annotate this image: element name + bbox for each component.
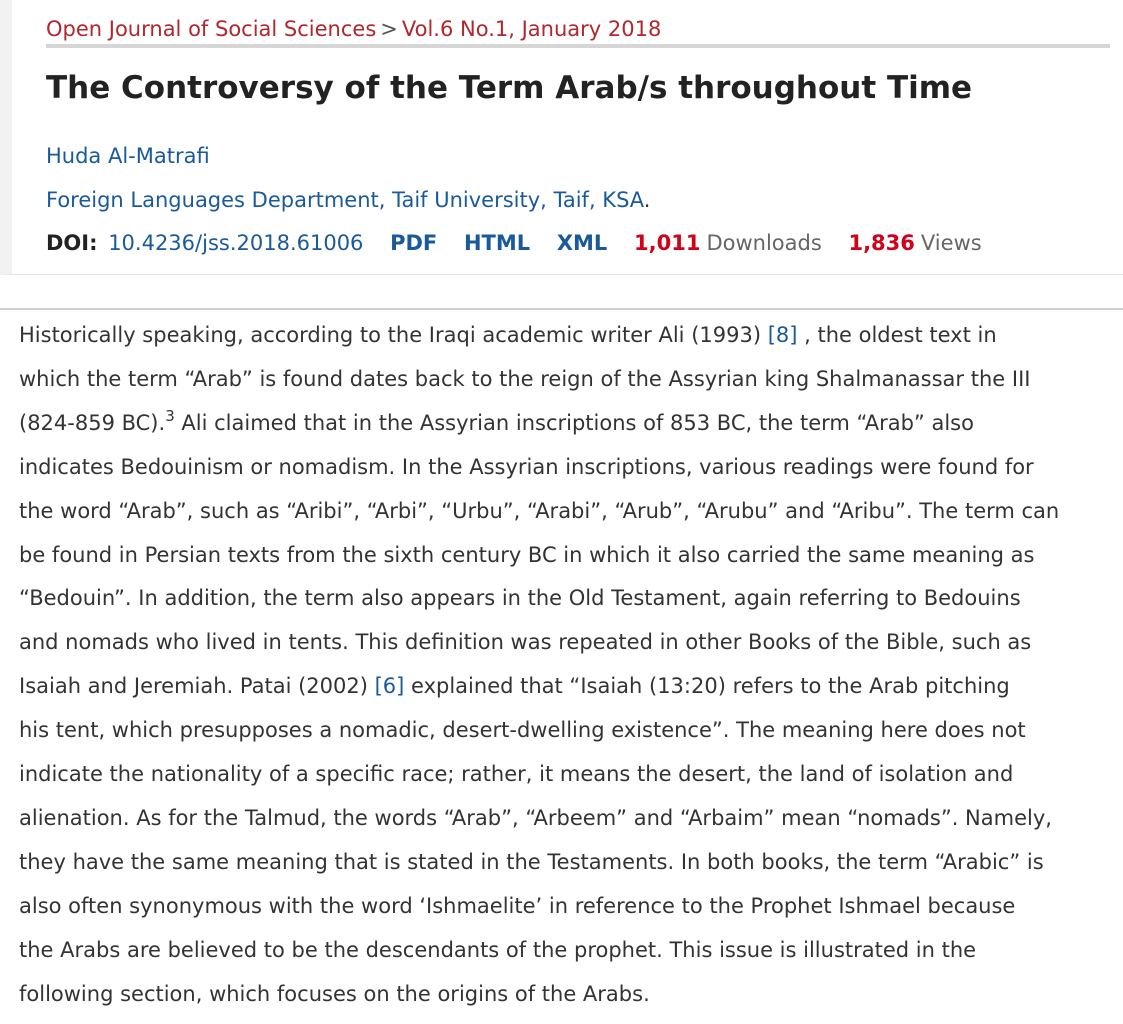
doi-label: DOI:	[46, 231, 98, 255]
breadcrumb-separator: >	[380, 17, 398, 41]
affiliation-period: .	[643, 188, 651, 212]
paragraph-text: Historically speaking, according to the Iraqi academic writer Ali (1993)	[19, 323, 768, 347]
breadcrumb	[46, 15, 661, 43]
title-divider	[46, 44, 1110, 48]
breadcrumb-journal-link[interactable]: Open Journal of Social Sciences	[46, 17, 377, 41]
downloads-label: Downloads	[706, 231, 822, 255]
footnote-marker[interactable]: 3	[165, 406, 175, 425]
pdf-link[interactable]: PDF	[390, 231, 438, 255]
article-meta	[46, 229, 982, 257]
downloads-count: 1,011	[634, 231, 701, 255]
html-link[interactable]: HTML	[463, 231, 531, 255]
article-paragraph	[19, 314, 1109, 1017]
views-label: Views	[920, 231, 982, 255]
citation-link[interactable]: [6]	[374, 674, 405, 699]
doi-link[interactable]: 10.4236/jss.2018.61006	[108, 231, 364, 255]
paragraph-text: explained that “Isaiah (13:20) refers to the Arab pitching his tent, which presupposes a nomadic, desert-dwelling existence”. The meaning here does not indicate the nationality of a specific race; rather, it means the desert, the land of isolation and alienation. As for the Talmud, the words “Arab”, “Arbeem” and “Arbaim” mean “nomads”. Namely, they have the same meaning that is stated in the Testaments. In both books, the term “Arabic” is also often synonymous with the word ‘Ishmaelite’ in reference to the Prophet Ishmael because the Arabs are believed to be the descendants of the prophet. This issue is illustrated in the following section, which focuses on the origins of the Arabs.	[19, 674, 1052, 1006]
content-divider	[0, 308, 1123, 310]
xml-link[interactable]: XML	[556, 231, 608, 255]
views-count: 1,836	[848, 231, 915, 255]
paragraph-text: , the oldest text in which the term “Arab” is found dates back to the reign of the Assyrian king Shalmanassar the III (824-859 BC).	[19, 323, 1031, 435]
page-title: The Controversy of the Term Arab/s throughout Time	[46, 70, 973, 106]
article-header	[0, 0, 1123, 275]
affiliation	[46, 186, 650, 214]
paragraph-text: Ali claimed that in the Assyrian inscriptions of 853 BC, the term “Arab” also indicates Bedouinism or nomadism. In the Assyrian inscriptions, various readings were found for the word “Arab”, such as “Aribi”, “Arbi”, “Urbu”, “Arabi”, “Arub”, “Arubu” and “Aribu”. The term can be found in Persian texts from the sixth century BC in which it also carried the same meaning as “Bedouin”. In addition, the term also appears in the Old Testament, again referring to Bedouins and nomads who lived in tents. This definition was repeated in other Books of the Bible, such as Isaiah and Jeremiah. Patai (2002)	[19, 410, 1060, 699]
breadcrumb-issue-link[interactable]: Vol.6 No.1, January 2018	[401, 17, 662, 41]
citation-link[interactable]: [8]	[767, 323, 798, 347]
author-link[interactable]: Huda Al-Matrafi	[46, 144, 210, 168]
affiliation-link[interactable]: Foreign Languages Department, Taif University, Taif, KSA	[46, 188, 644, 212]
